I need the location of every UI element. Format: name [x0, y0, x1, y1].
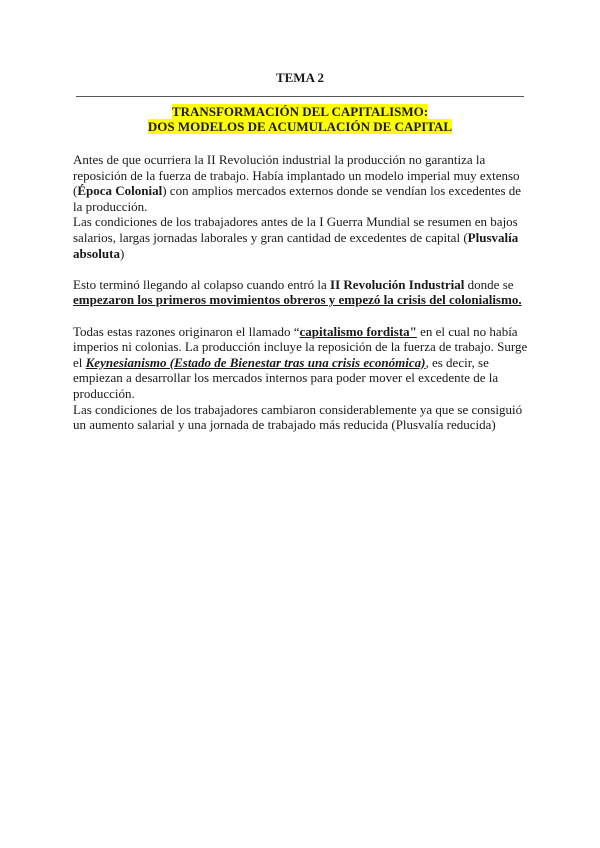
horizontal-rule	[76, 96, 524, 97]
paragraph-4-text: Todas estas razones originaron el llamado “	[73, 323, 300, 339]
title-line-1: TRANSFORMACIÓN DEL CAPITALISMO:	[171, 104, 429, 119]
paragraph-3-bold-underlined: empezaron los primeros movimientos obreros y empezó la crisis del colonialismo.	[73, 292, 522, 308]
paragraph-4-bold-italic-underlined: Keynesianismo (Estado de Bienestar tras una crisis económica)	[85, 354, 426, 370]
paragraph-3	[73, 277, 533, 308]
paragraph-gap	[73, 261, 533, 277]
paragraph-5-text: Las condiciones de los trabajadores cambiaron considerablemente ya que se consiguió un aumento salarial y una jornada de trabajado más reducida (Plusvalía reducida)	[73, 401, 523, 433]
paragraph-1	[73, 152, 533, 214]
paragraph-3-text: Esto terminó llegando al colapso cuando entró la	[73, 276, 331, 292]
paragraph-1-bold: Época Colonial	[77, 183, 163, 199]
paragraph-2-text-end: )	[119, 245, 125, 261]
paragraph-3-text-mid: donde se	[464, 276, 514, 292]
paragraph-2-text: Las condiciones de los trabajadores antes de la I Guerra Mundial se resumen en bajos salarios, largas jornadas laborales y gran cantidad de excedentes de capital (	[73, 214, 518, 245]
paragraph-4	[73, 324, 533, 402]
paragraph-4-text-mid: en el cual no había imperios ni colonias. La producción incluye la reposición de la fuerza de trabajo. Surge el	[73, 323, 528, 370]
paragraph-3-bold: II Revolución Industrial	[330, 276, 465, 292]
paragraph-2	[73, 214, 533, 261]
document-title	[0, 104, 600, 134]
title-line-2: DOS MODELOS DE ACUMULACIÓN DE CAPITAL	[147, 119, 453, 134]
paragraph-5	[73, 402, 533, 433]
paragraph-4-text-end: , es decir, se empiezan a desarrollar los mercados internos para poder mover el excedente de la producción.	[73, 354, 499, 401]
paragraph-4-bold-underlined: capitalismo fordista"	[299, 323, 417, 339]
paragraph-1-text-end: ) con amplios mercados externos donde se vendían los excedentes de la producción.	[73, 183, 522, 214]
page-heading: TEMA 2	[275, 70, 325, 85]
paragraph-1-text: Antes de que ocurriera la II Revolución industrial la producción no garantiza la reposición de la fuerza de trabajo. Había implantado un modelo imperial muy extenso (	[73, 152, 520, 199]
paragraph-gap	[73, 308, 533, 324]
paragraph-2-bold: Plusvalía absoluta	[73, 229, 519, 261]
document-body	[73, 152, 533, 433]
